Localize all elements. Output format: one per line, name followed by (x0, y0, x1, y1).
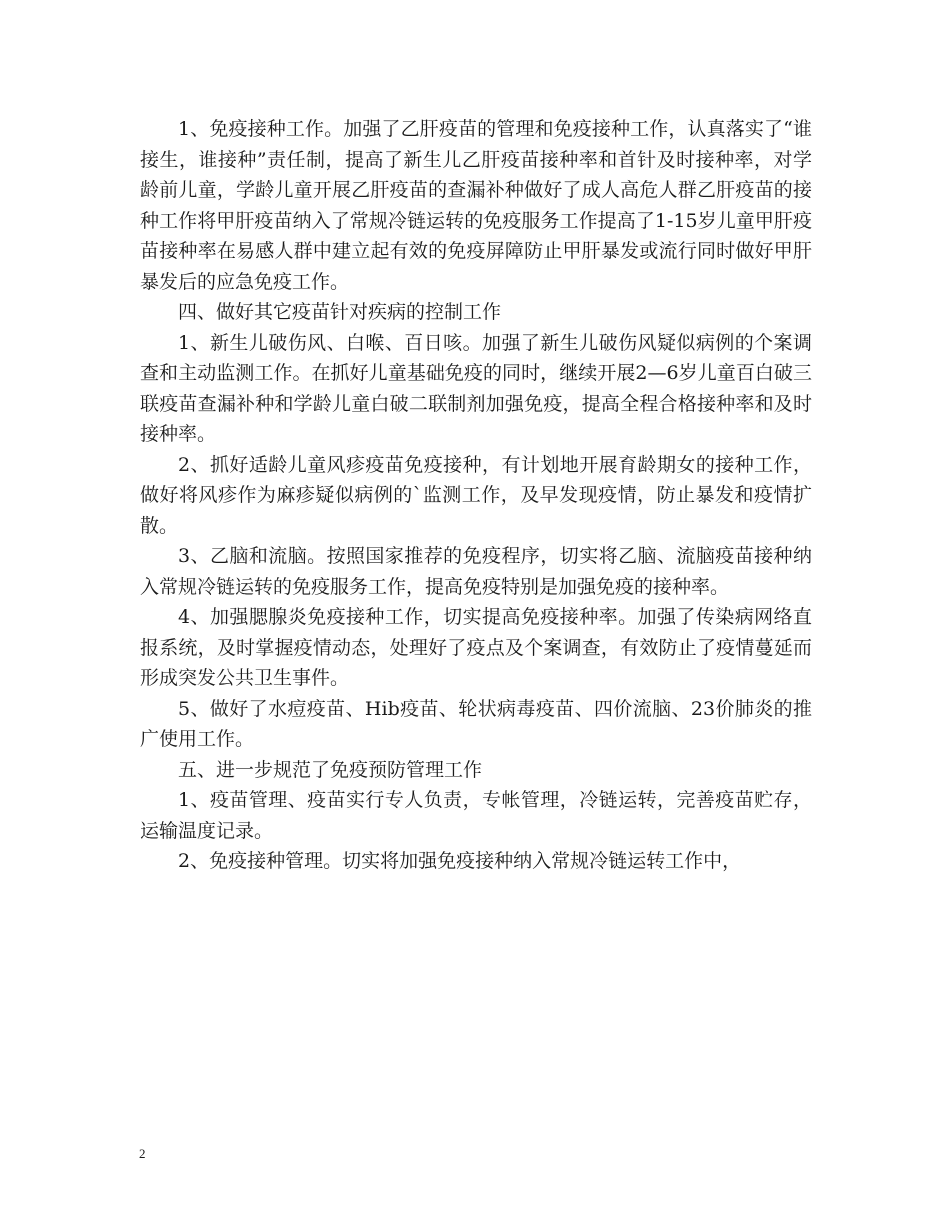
document-body (140, 114, 812, 877)
paragraph-encephalitis: 3、乙脑和流脑。按照国家推荐的免疫程序，切实将乙脑、流脑疫苗接种纳入常规冷链运转的免疫服务工作，提高免疫特别是加强免疫的接种率。 (140, 545, 812, 598)
paragraph-rubella: 2、抓好适龄儿童风疹疫苗免疫接种，有计划地开展育龄期女的接种工作，做好将风疹作为麻疹疑似病例的`监测工作，及早发现疫情，防止暴发和疫情扩散。 (140, 453, 812, 537)
paragraph-tetanus-diphtheria: 1、新生儿破伤风、白喉、百日咳。加强了新生儿破伤风疑似病例的个案调查和主动监测工作。在抓好儿童基础免疫的同时，继续开展2—6岁儿童百白破三联疫苗查漏补种和学龄儿童白破二联制剂加强免疫，提高全程合格接种率和及时接种率。 (140, 331, 812, 445)
page-number: 2 (139, 1146, 146, 1161)
paragraph-vaccine-management: 1、疫苗管理、疫苗实行专人负责，专帐管理，冷链运转，完善疫苗贮存，运输温度记录。 (140, 789, 812, 842)
paragraph-other-vaccines: 5、做好了水痘疫苗、Hib疫苗、轮状病毒疫苗、四价流脑、23价肺炎的推广使用工作。 (140, 697, 812, 750)
paragraph-immunization-management: 2、免疫接种管理。切实将加强免疫接种纳入常规冷链运转工作中， (178, 850, 742, 872)
heading-section-four: 四、做好其它疫苗针对疾病的控制工作 (178, 301, 502, 323)
paragraph-immunization-work: 1、免疫接种工作。加强了乙肝疫苗的管理和免疫接种工作，认真落实了“谁接生，谁接种”责任制，提高了新生儿乙肝疫苗接种率和首针及时接种率，对学龄前儿童，学龄儿童开展乙肝疫苗的查漏补种做好了成人高危人群乙肝疫苗的接种工作将甲肝疫苗纳入了常规冷链运转的免疫服务工作提高了1-15岁儿童甲肝疫苗接种率在易感人群中建立起有效的免疫屏障防止甲肝暴发或流行同时做好甲肝暴发后的应急免疫工作。 (140, 118, 812, 293)
paragraph-mumps: 4、加强腮腺炎免疫接种工作，切实提高免疫接种率。加强了传染病网络直报系统，及时掌握疫情动态，处理好了疫点及个案调查，有效防止了疫情蔓延而形成突发公共卫生事件。 (140, 606, 812, 689)
heading-section-five: 五、进一步规范了免疫预防管理工作 (178, 758, 483, 781)
